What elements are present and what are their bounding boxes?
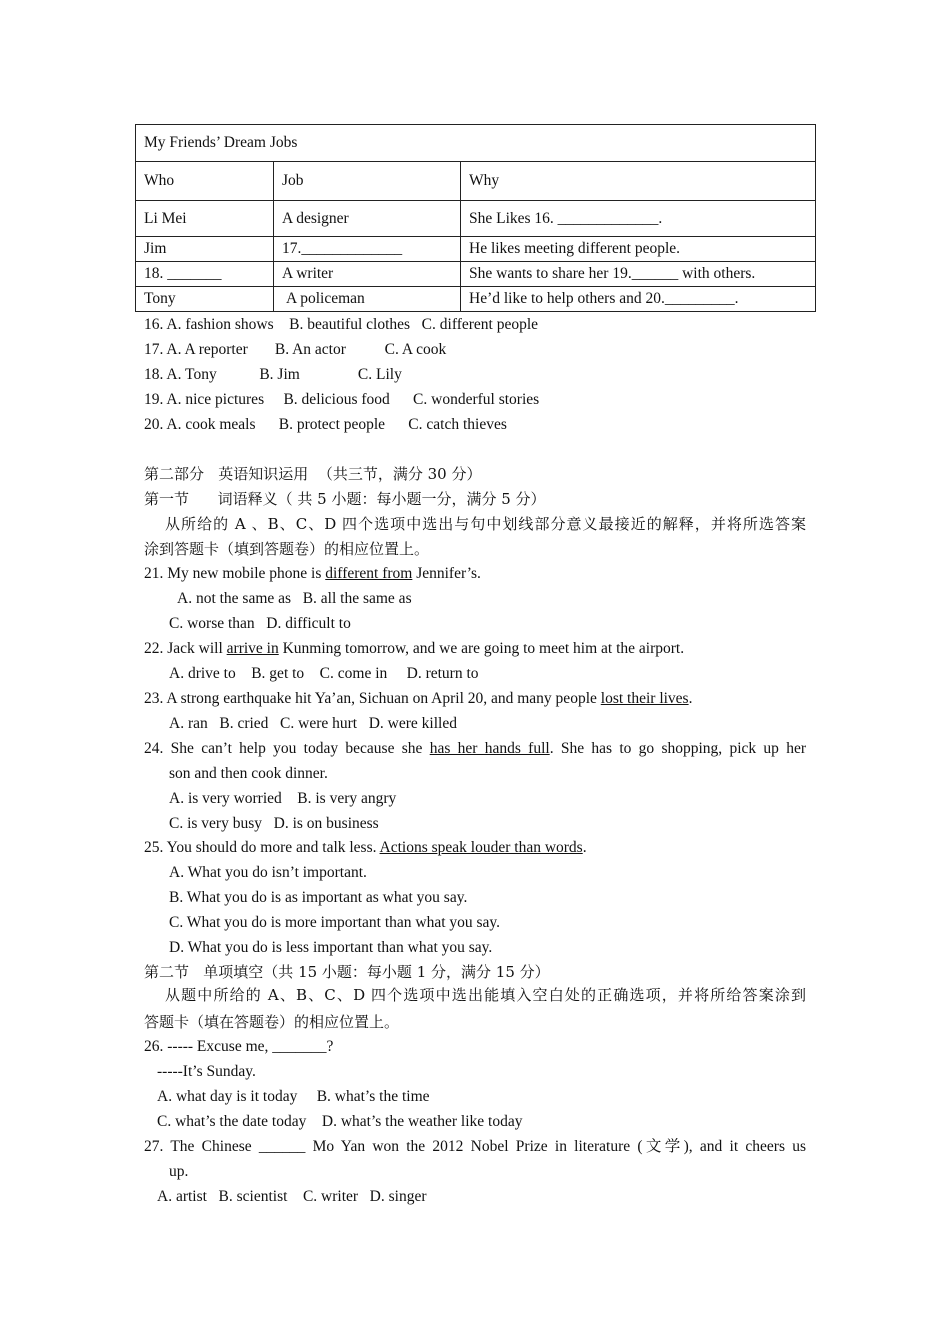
section1-title: 第一节 词语释义（ 共 5 小题：每小题一分，满分 5 分）: [144, 490, 546, 508]
cell-why: She Likes 16. _____________.: [461, 201, 816, 237]
question-26: 26. ----- Excuse me, _______?: [144, 1038, 334, 1055]
q22-options: A. drive to B. get to C. come in D. return to: [169, 665, 479, 682]
q27-options: A. artist B. scientist C. writer D. singer: [157, 1188, 427, 1205]
cell-job: 17._____________: [274, 237, 461, 262]
question-26-answer: -----It’s Sunday.: [157, 1063, 256, 1080]
table-row: [136, 201, 816, 237]
question-22: 22. Jack will arrive in Kunming tomorrow, and we are going to meet him at the airport.: [144, 640, 685, 657]
cell-who: 18. _______: [136, 262, 274, 287]
q26-options-2: C. what’s the date today D. what’s the weather like today: [157, 1113, 523, 1130]
q25-option-d: D. What you do is less important than what you say.: [169, 939, 493, 956]
option-line-20: 20. A. cook meals B. protect people C. catch thieves: [144, 416, 507, 433]
section1-instruction-cont: 涂到答题卡（填到答题卷）的相应位置上。: [144, 540, 430, 558]
cell-job: A writer: [274, 262, 461, 287]
q25-option-c: C. What you do is more important than what you say.: [169, 914, 501, 931]
section2-instruction-cont: 答题卡（填在答题卷）的相应位置上。: [144, 1013, 400, 1031]
cell-who: Jim: [136, 237, 274, 262]
q23-options: A. ran B. cried C. were hurt D. were killed: [169, 715, 457, 732]
question-27-cont: up.: [169, 1163, 189, 1180]
cell-why: He likes meeting different people.: [461, 237, 816, 262]
question-23: 23. A strong earthquake hit Ya’an, Sichuan on April 20, and many people lost their lives.: [144, 690, 693, 707]
dream-jobs-table: [135, 124, 816, 312]
option-line-16: 16. A. fashion shows B. beautiful clothes C. different people: [144, 316, 539, 333]
table-row: [136, 262, 816, 287]
underlined-phrase: different from: [325, 565, 413, 582]
table-row: [136, 237, 816, 262]
underlined-phrase: lost their lives: [600, 690, 689, 707]
question-21: 21. My new mobile phone is different from Jennifer’s.: [144, 565, 481, 582]
cell-who: Tony: [136, 287, 274, 312]
question-25: 25. You should do more and talk less. Actions speak louder than words.: [144, 839, 587, 856]
cell-job: A designer: [274, 201, 461, 237]
option-line-19: 19. A. nice pictures B. delicious food C. wonderful stories: [144, 391, 540, 408]
section1-instruction: 从所给的 A 、B、C、D 四个选项中选出与句中划线部分意义最接近的解释，并将所选答案: [165, 515, 806, 533]
header-why: Why: [461, 162, 816, 201]
q24-options-2: C. is very busy D. is on business: [169, 815, 379, 832]
question-24: 24. She can’t help you today because she has her hands full. She has to go shopping, pick up her: [144, 740, 806, 757]
section2-title: 第二节 单项填空（共 15 小题：每小题 1 分，满分 15 分）: [144, 963, 550, 981]
question-27: 27. The Chinese ______ Mo Yan won the 2012 Nobel Prize in literature (文学), and it cheers us: [144, 1138, 806, 1155]
header-job: Job: [274, 162, 461, 201]
q25-option-a: A. What you do isn’t important.: [169, 864, 367, 881]
q26-options-1: A. what day is it today B. what’s the time: [157, 1088, 430, 1105]
cell-why: She wants to share her 19.______ with others.: [461, 262, 816, 287]
option-line-18: 18. A. Tony B. Jim C. Lily: [144, 366, 402, 383]
q25-option-b: B. What you do is as important as what you say.: [169, 889, 468, 906]
q21-options-1: A. not the same as B. all the same as: [177, 590, 412, 607]
table-row: [136, 287, 816, 312]
question-24-cont: son and then cook dinner.: [169, 765, 328, 782]
underlined-phrase: arrive in: [226, 640, 279, 657]
table-title: My Friends’ Dream Jobs: [136, 125, 816, 162]
section2-instruction: 从题中所给的 A、B、C、D 四个选项中选出能填入空白处的正确选项，并将所给答案涂到: [165, 986, 806, 1004]
q21-options-2: C. worse than D. difficult to: [169, 615, 351, 632]
q24-options-1: A. is very worried B. is very angry: [169, 790, 397, 807]
header-who: Who: [136, 162, 274, 201]
option-line-17: 17. A. A reporter B. An actor C. A cook: [144, 341, 447, 358]
underlined-phrase: has her hands full: [429, 740, 550, 757]
cell-job: A policeman: [274, 287, 461, 312]
part2-title: 第二部分 英语知识运用 （共三节，满分 30 分）: [144, 465, 482, 483]
underlined-phrase: Actions speak louder than words: [379, 839, 583, 856]
cell-why: He’d like to help others and 20._________.: [461, 287, 816, 312]
cell-who: Li Mei: [136, 201, 274, 237]
